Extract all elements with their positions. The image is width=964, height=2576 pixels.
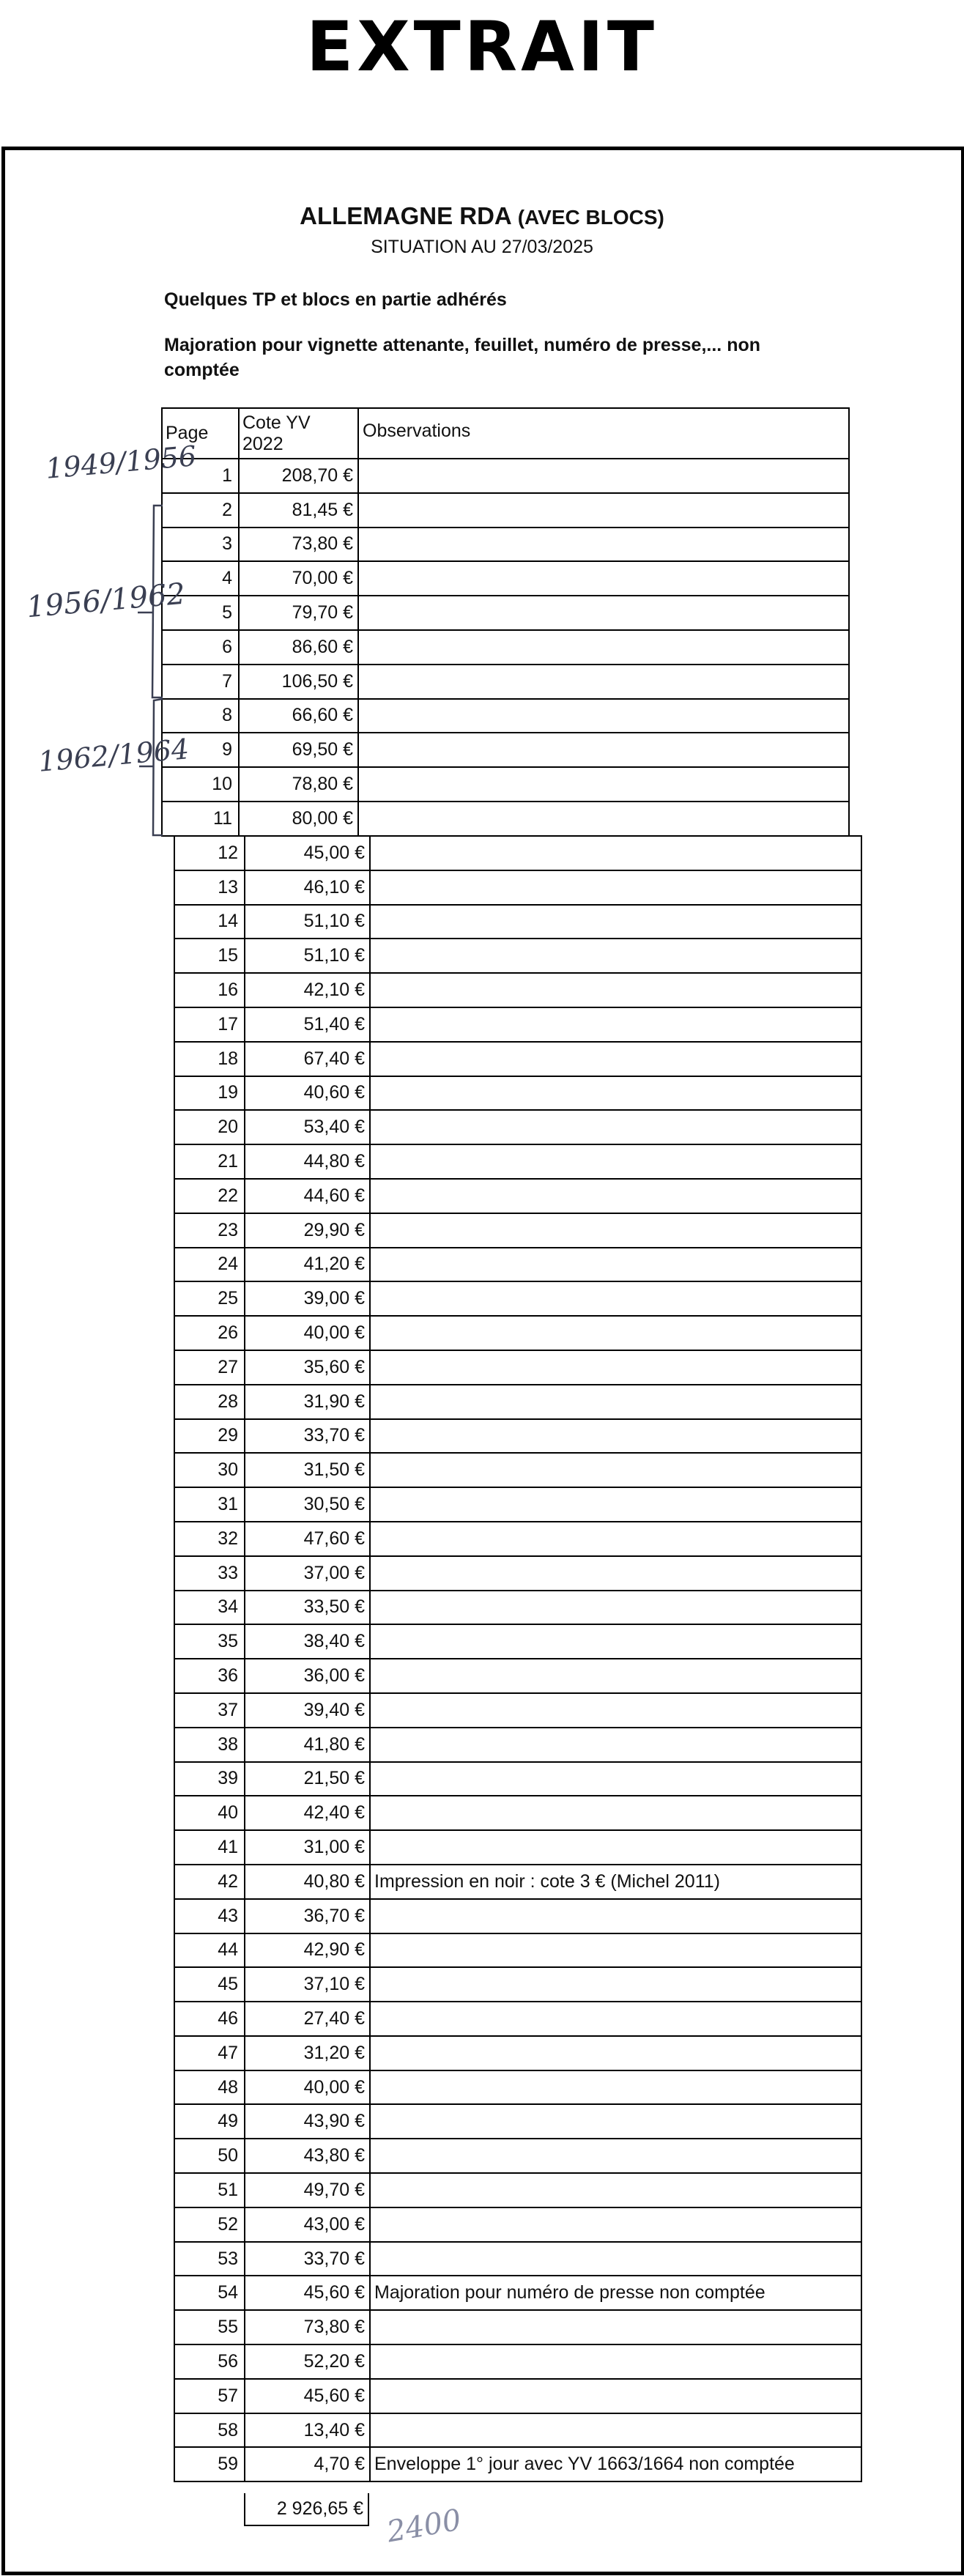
- page-cell: 28: [174, 1385, 245, 1419]
- page-cell: 8: [162, 699, 239, 733]
- handwritten-period-3: 1962/1964: [37, 733, 190, 778]
- table-row: [174, 1350, 861, 1385]
- page-cell: 10: [162, 767, 239, 802]
- page-cell: 16: [174, 973, 245, 1007]
- page-cell: 4: [162, 561, 239, 596]
- page-cell: 34: [174, 1591, 245, 1625]
- observation-cell: [370, 2207, 861, 2242]
- page-cell: 30: [174, 1453, 245, 1487]
- cote-cell: 38,40 €: [245, 1624, 370, 1659]
- cote-cell: 42,90 €: [245, 1933, 370, 1968]
- cote-cell: 39,00 €: [245, 1281, 370, 1316]
- page-cell: 19: [174, 1076, 245, 1111]
- page-cell: 18: [174, 1042, 245, 1076]
- cote-cell: 208,70 €: [239, 459, 358, 493]
- table-row: [174, 973, 861, 1007]
- table-row: [174, 2173, 861, 2207]
- cote-cell: 106,50 €: [239, 665, 358, 699]
- table-row: [174, 1453, 861, 1487]
- observation-cell: [370, 1453, 861, 1487]
- observation-cell: [370, 1007, 861, 1042]
- table-row: [174, 1281, 861, 1316]
- table-row: [174, 836, 861, 870]
- page-cell: 29: [174, 1419, 245, 1454]
- cote-cell: 40,80 €: [245, 1865, 370, 1899]
- table-row: [174, 2379, 861, 2413]
- observation-cell: [370, 2139, 861, 2173]
- handwritten-total-note: 2400: [384, 2503, 464, 2550]
- cote-cell: 79,70 €: [239, 596, 358, 630]
- page-cell: 46: [174, 2002, 245, 2036]
- page-cell: 9: [162, 733, 239, 767]
- cote-cell: 44,60 €: [245, 1179, 370, 1213]
- observation-cell: [370, 1042, 861, 1076]
- observation-cell: [370, 2104, 861, 2139]
- observation-cell: [370, 905, 861, 939]
- cote-cell: 69,50 €: [239, 733, 358, 767]
- sheet-title-suffix: (AVEC BLOCS): [517, 206, 664, 229]
- page-cell: 22: [174, 1179, 245, 1213]
- page-cell: 51: [174, 2173, 245, 2207]
- observation-cell: [370, 1693, 861, 1728]
- page-cell: 58: [174, 2413, 245, 2448]
- observation-cell: [370, 1967, 861, 2002]
- cote-cell: 4,70 €: [245, 2447, 370, 2481]
- cote-cell: 42,40 €: [245, 1796, 370, 1830]
- table-row: [162, 459, 849, 493]
- table-row: [174, 1967, 861, 2002]
- page-cell: 11: [162, 802, 239, 836]
- observation-cell: [370, 2344, 861, 2379]
- page-cell: 24: [174, 1248, 245, 1282]
- page-cell: 31: [174, 1487, 245, 1522]
- cote-cell: 43,90 €: [245, 2104, 370, 2139]
- column-header-cote-line2: 2022: [242, 433, 283, 454]
- table-row: [174, 1899, 861, 1933]
- table-row: [174, 1213, 861, 1248]
- page-cell: 49: [174, 2104, 245, 2139]
- observation-cell: Majoration pour numéro de presse non comptée: [370, 2276, 861, 2310]
- cote-cell: 21,50 €: [245, 1762, 370, 1796]
- observation-cell: [370, 1933, 861, 1968]
- table-row: [162, 630, 849, 665]
- page-cell: 7: [162, 665, 239, 699]
- total-value: 2 926,65 €: [244, 2493, 369, 2526]
- observation-cell: [370, 1556, 861, 1591]
- page-cell: 23: [174, 1213, 245, 1248]
- observation-cell: [370, 1796, 861, 1830]
- observation-cell: [370, 870, 861, 905]
- sheet-subtitle: SITUATION AU 27/03/2025: [371, 237, 593, 257]
- table-row: [162, 493, 849, 528]
- cote-cell: 43,00 €: [245, 2207, 370, 2242]
- table-row: [174, 1179, 861, 1213]
- observation-cell: [358, 528, 849, 562]
- table-row: [174, 1728, 861, 1762]
- page-cell: 56: [174, 2344, 245, 2379]
- observation-cell: [370, 1728, 861, 1762]
- note-majoration: Majoration pour vignette attenante, feuillet, numéro de presse,... non comptée: [164, 335, 761, 380]
- observation-cell: [370, 2070, 861, 2105]
- cote-cell: 51,10 €: [245, 939, 370, 973]
- cote-cell: 73,80 €: [239, 528, 358, 562]
- table-row: [174, 1076, 861, 1111]
- cote-cell: 37,00 €: [245, 1556, 370, 1591]
- page-cell: 2: [162, 493, 239, 528]
- cote-cell: 35,60 €: [245, 1350, 370, 1385]
- cote-cell: 27,40 €: [245, 2002, 370, 2036]
- table-row: [174, 1110, 861, 1144]
- column-header-page: Page: [162, 408, 239, 459]
- extrait-header: EXTRAIT: [305, 7, 659, 87]
- observation-cell: [370, 1316, 861, 1350]
- cote-cell: 42,10 €: [245, 973, 370, 1007]
- valuation-table-top: [161, 407, 850, 837]
- observation-cell: [370, 1213, 861, 1248]
- page-cell: 5: [162, 596, 239, 630]
- cote-cell: 41,80 €: [245, 1728, 370, 1762]
- page-cell: 44: [174, 1933, 245, 1968]
- page-cell: 59: [174, 2447, 245, 2481]
- observation-cell: [358, 802, 849, 836]
- cote-cell: 31,00 €: [245, 1830, 370, 1865]
- cote-cell: 51,40 €: [245, 1007, 370, 1042]
- page-cell: 1: [162, 459, 239, 493]
- page-cell: 55: [174, 2310, 245, 2344]
- observation-cell: [358, 561, 849, 596]
- cote-cell: 81,45 €: [239, 493, 358, 528]
- table-row: [174, 2070, 861, 2105]
- cote-cell: 41,20 €: [245, 1248, 370, 1282]
- cote-cell: 31,20 €: [245, 2036, 370, 2070]
- observation-cell: Enveloppe 1° jour avec YV 1663/1664 non comptée: [370, 2447, 861, 2481]
- observation-cell: Impression en noir : cote 3 € (Michel 2011): [370, 1865, 861, 1899]
- table-row: [174, 1693, 861, 1728]
- table-header-row: [162, 408, 849, 459]
- table-row: [174, 2344, 861, 2379]
- table-row: [174, 2207, 861, 2242]
- cote-cell: 86,60 €: [239, 630, 358, 665]
- cote-cell: 49,70 €: [245, 2173, 370, 2207]
- table-row: [162, 767, 849, 802]
- page-cell: 43: [174, 1899, 245, 1933]
- observation-cell: [358, 665, 849, 699]
- page-cell: 57: [174, 2379, 245, 2413]
- table-row: [174, 1385, 861, 1419]
- table-row: [174, 2310, 861, 2344]
- cote-cell: 33,70 €: [245, 1419, 370, 1454]
- observation-cell: [370, 1624, 861, 1659]
- observation-cell: [370, 1659, 861, 1693]
- table-row: [162, 561, 849, 596]
- page-cell: 53: [174, 2242, 245, 2276]
- page-cell: 26: [174, 1316, 245, 1350]
- observation-cell: [358, 493, 849, 528]
- table-row: [174, 1042, 861, 1076]
- cote-cell: 44,80 €: [245, 1144, 370, 1179]
- cote-cell: 47,60 €: [245, 1522, 370, 1556]
- table-row: [174, 2139, 861, 2173]
- table-row: [174, 1419, 861, 1454]
- cote-cell: 80,00 €: [239, 802, 358, 836]
- table-row: [174, 1659, 861, 1693]
- sheet-title-main: ALLEMAGNE RDA: [300, 202, 511, 229]
- table-row: [174, 2242, 861, 2276]
- page-cell: 13: [174, 870, 245, 905]
- table-row: [174, 2447, 861, 2481]
- cote-cell: 13,40 €: [245, 2413, 370, 2448]
- observation-cell: [370, 973, 861, 1007]
- observation-cell: [370, 1762, 861, 1796]
- observation-cell: [358, 459, 849, 493]
- table-row: [162, 528, 849, 562]
- cote-cell: 31,50 €: [245, 1453, 370, 1487]
- table-row: [174, 939, 861, 973]
- table-row: [174, 1830, 861, 1865]
- page-cell: 3: [162, 528, 239, 562]
- column-header-cote-line1: Cote YV: [242, 412, 311, 433]
- cote-cell: 45,60 €: [245, 2379, 370, 2413]
- cote-cell: 52,20 €: [245, 2344, 370, 2379]
- cote-cell: 45,60 €: [245, 2276, 370, 2310]
- observation-cell: [358, 767, 849, 802]
- observation-cell: [370, 1591, 861, 1625]
- table-row: [162, 596, 849, 630]
- observation-cell: [370, 1110, 861, 1144]
- table-row: [174, 1007, 861, 1042]
- observation-cell: [370, 836, 861, 870]
- observation-cell: [370, 2310, 861, 2344]
- table-row: [174, 1624, 861, 1659]
- observation-cell: [370, 1419, 861, 1454]
- table-row: [162, 699, 849, 733]
- cote-cell: 67,40 €: [245, 1042, 370, 1076]
- observation-cell: [370, 1350, 861, 1385]
- table-row: [174, 2036, 861, 2070]
- page-cell: 17: [174, 1007, 245, 1042]
- valuation-table-main: [174, 835, 862, 2482]
- cote-cell: 30,50 €: [245, 1487, 370, 1522]
- table-row: [162, 665, 849, 699]
- observation-cell: [370, 1385, 861, 1419]
- cote-cell: 40,00 €: [245, 2070, 370, 2105]
- sheet-title: [0, 204, 964, 228]
- observation-cell: [370, 1179, 861, 1213]
- table-row: [162, 733, 849, 767]
- observation-cell: [370, 939, 861, 973]
- cote-cell: 37,10 €: [245, 1967, 370, 2002]
- cote-cell: 43,80 €: [245, 2139, 370, 2173]
- page-cell: 50: [174, 2139, 245, 2173]
- column-header-observations: Observations: [358, 408, 849, 459]
- table-row: [174, 2104, 861, 2139]
- page-cell: 33: [174, 1556, 245, 1591]
- table-row: [174, 1487, 861, 1522]
- cote-cell: 33,50 €: [245, 1591, 370, 1625]
- cote-cell: 40,60 €: [245, 1076, 370, 1111]
- observation-cell: [370, 2036, 861, 2070]
- observation-cell: [358, 733, 849, 767]
- observation-cell: [370, 2413, 861, 2448]
- cote-cell: 36,70 €: [245, 1899, 370, 1933]
- cote-cell: 36,00 €: [245, 1659, 370, 1693]
- table-row: [162, 802, 849, 836]
- page-cell: 52: [174, 2207, 245, 2242]
- column-header-cote: [239, 408, 358, 459]
- table-row: [174, 1144, 861, 1179]
- table-row: [174, 1933, 861, 1968]
- table-row: [174, 1762, 861, 1796]
- cote-cell: 31,90 €: [245, 1385, 370, 1419]
- page-cell: 15: [174, 939, 245, 973]
- page-cell: 14: [174, 905, 245, 939]
- observation-cell: [370, 1830, 861, 1865]
- page-cell: 54: [174, 2276, 245, 2310]
- cote-cell: 66,60 €: [239, 699, 358, 733]
- table-row: [174, 905, 861, 939]
- table-row: [174, 1248, 861, 1282]
- table-row: [174, 2413, 861, 2448]
- cote-cell: 45,00 €: [245, 836, 370, 870]
- table-row: [174, 2002, 861, 2036]
- table-row: [174, 1865, 861, 1899]
- cote-cell: 51,10 €: [245, 905, 370, 939]
- page-cell: 40: [174, 1796, 245, 1830]
- cote-cell: 33,70 €: [245, 2242, 370, 2276]
- cote-cell: 29,90 €: [245, 1213, 370, 1248]
- note-adhered: Quelques TP et blocs en partie adhérés: [164, 289, 507, 310]
- observation-cell: [358, 596, 849, 630]
- observation-cell: [370, 2242, 861, 2276]
- table-row: [174, 1591, 861, 1625]
- page-cell: 20: [174, 1110, 245, 1144]
- page-cell: 32: [174, 1522, 245, 1556]
- table-row: [174, 870, 861, 905]
- cote-cell: 78,80 €: [239, 767, 358, 802]
- observation-cell: [370, 1281, 861, 1316]
- table-row: [174, 2276, 861, 2310]
- cote-cell: 39,40 €: [245, 1693, 370, 1728]
- observation-cell: [370, 2379, 861, 2413]
- observation-cell: [370, 1522, 861, 1556]
- handwritten-period-2: 1956/1962: [25, 577, 187, 625]
- observation-cell: [370, 1487, 861, 1522]
- page-cell: 36: [174, 1659, 245, 1693]
- observation-cell: [370, 2173, 861, 2207]
- table-row: [174, 1522, 861, 1556]
- page-cell: 48: [174, 2070, 245, 2105]
- observation-cell: [358, 699, 849, 733]
- page-cell: 35: [174, 1624, 245, 1659]
- observation-cell: [370, 1076, 861, 1111]
- page-cell: 42: [174, 1865, 245, 1899]
- observation-cell: [370, 1248, 861, 1282]
- page-cell: 6: [162, 630, 239, 665]
- page-cell: 47: [174, 2036, 245, 2070]
- page-cell: 37: [174, 1693, 245, 1728]
- page-cell: 21: [174, 1144, 245, 1179]
- page-cell: 12: [174, 836, 245, 870]
- page-cell: 27: [174, 1350, 245, 1385]
- cote-cell: 46,10 €: [245, 870, 370, 905]
- handwritten-period-1: 1949/1956: [44, 440, 198, 485]
- cote-cell: 70,00 €: [239, 561, 358, 596]
- table-row: [174, 1316, 861, 1350]
- page-cell: 38: [174, 1728, 245, 1762]
- page-cell: 25: [174, 1281, 245, 1316]
- observation-cell: [370, 1899, 861, 1933]
- page-cell: 45: [174, 1967, 245, 2002]
- table-row: [174, 1796, 861, 1830]
- page-cell: 39: [174, 1762, 245, 1796]
- page-cell: 41: [174, 1830, 245, 1865]
- cote-cell: 53,40 €: [245, 1110, 370, 1144]
- cote-cell: 40,00 €: [245, 1316, 370, 1350]
- table-row: [174, 1556, 861, 1591]
- observation-cell: [370, 1144, 861, 1179]
- cote-cell: 73,80 €: [245, 2310, 370, 2344]
- observation-cell: [370, 2002, 861, 2036]
- observation-cell: [358, 630, 849, 665]
